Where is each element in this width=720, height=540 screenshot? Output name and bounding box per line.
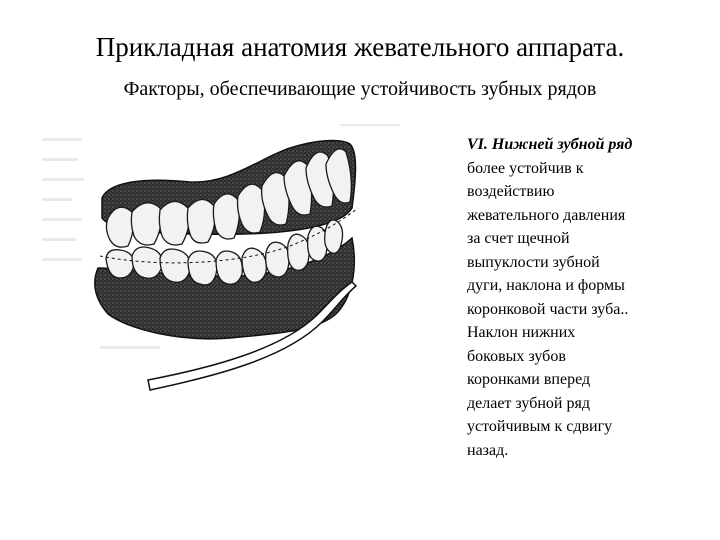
text-line: Наклон нижних: [467, 324, 576, 341]
slide-title: Прикладная анатомия жевательного аппарата.: [95, 32, 625, 62]
text-line: назад.: [467, 441, 509, 459]
text-line: дуги, наклона и формы: [467, 277, 625, 294]
text-line: устойчивым к сдвигу: [467, 418, 613, 435]
dental-arches-figure: [40, 118, 460, 418]
text-line: воздействию: [467, 183, 555, 200]
explanation-text: [467, 133, 707, 462]
text-line: боковых зубов: [467, 347, 566, 365]
text-line: выпуклости зубной: [467, 253, 600, 271]
text-line: за счет щечной: [467, 230, 570, 247]
text-heading: VI. Нижней зубной ряд: [467, 136, 633, 153]
dental-arches-illustration: [40, 118, 460, 418]
text-line: коронками вперед: [467, 371, 591, 388]
text-line: делает зубной ряд: [467, 394, 590, 412]
text-line: более устойчив к: [467, 159, 584, 177]
slide-subtitle: Факторы, обеспечивающие устойчивость зубных рядов: [123, 78, 597, 100]
text-line: коронковой части зуба..: [467, 300, 629, 318]
text-line: жевательного давления: [467, 206, 626, 224]
